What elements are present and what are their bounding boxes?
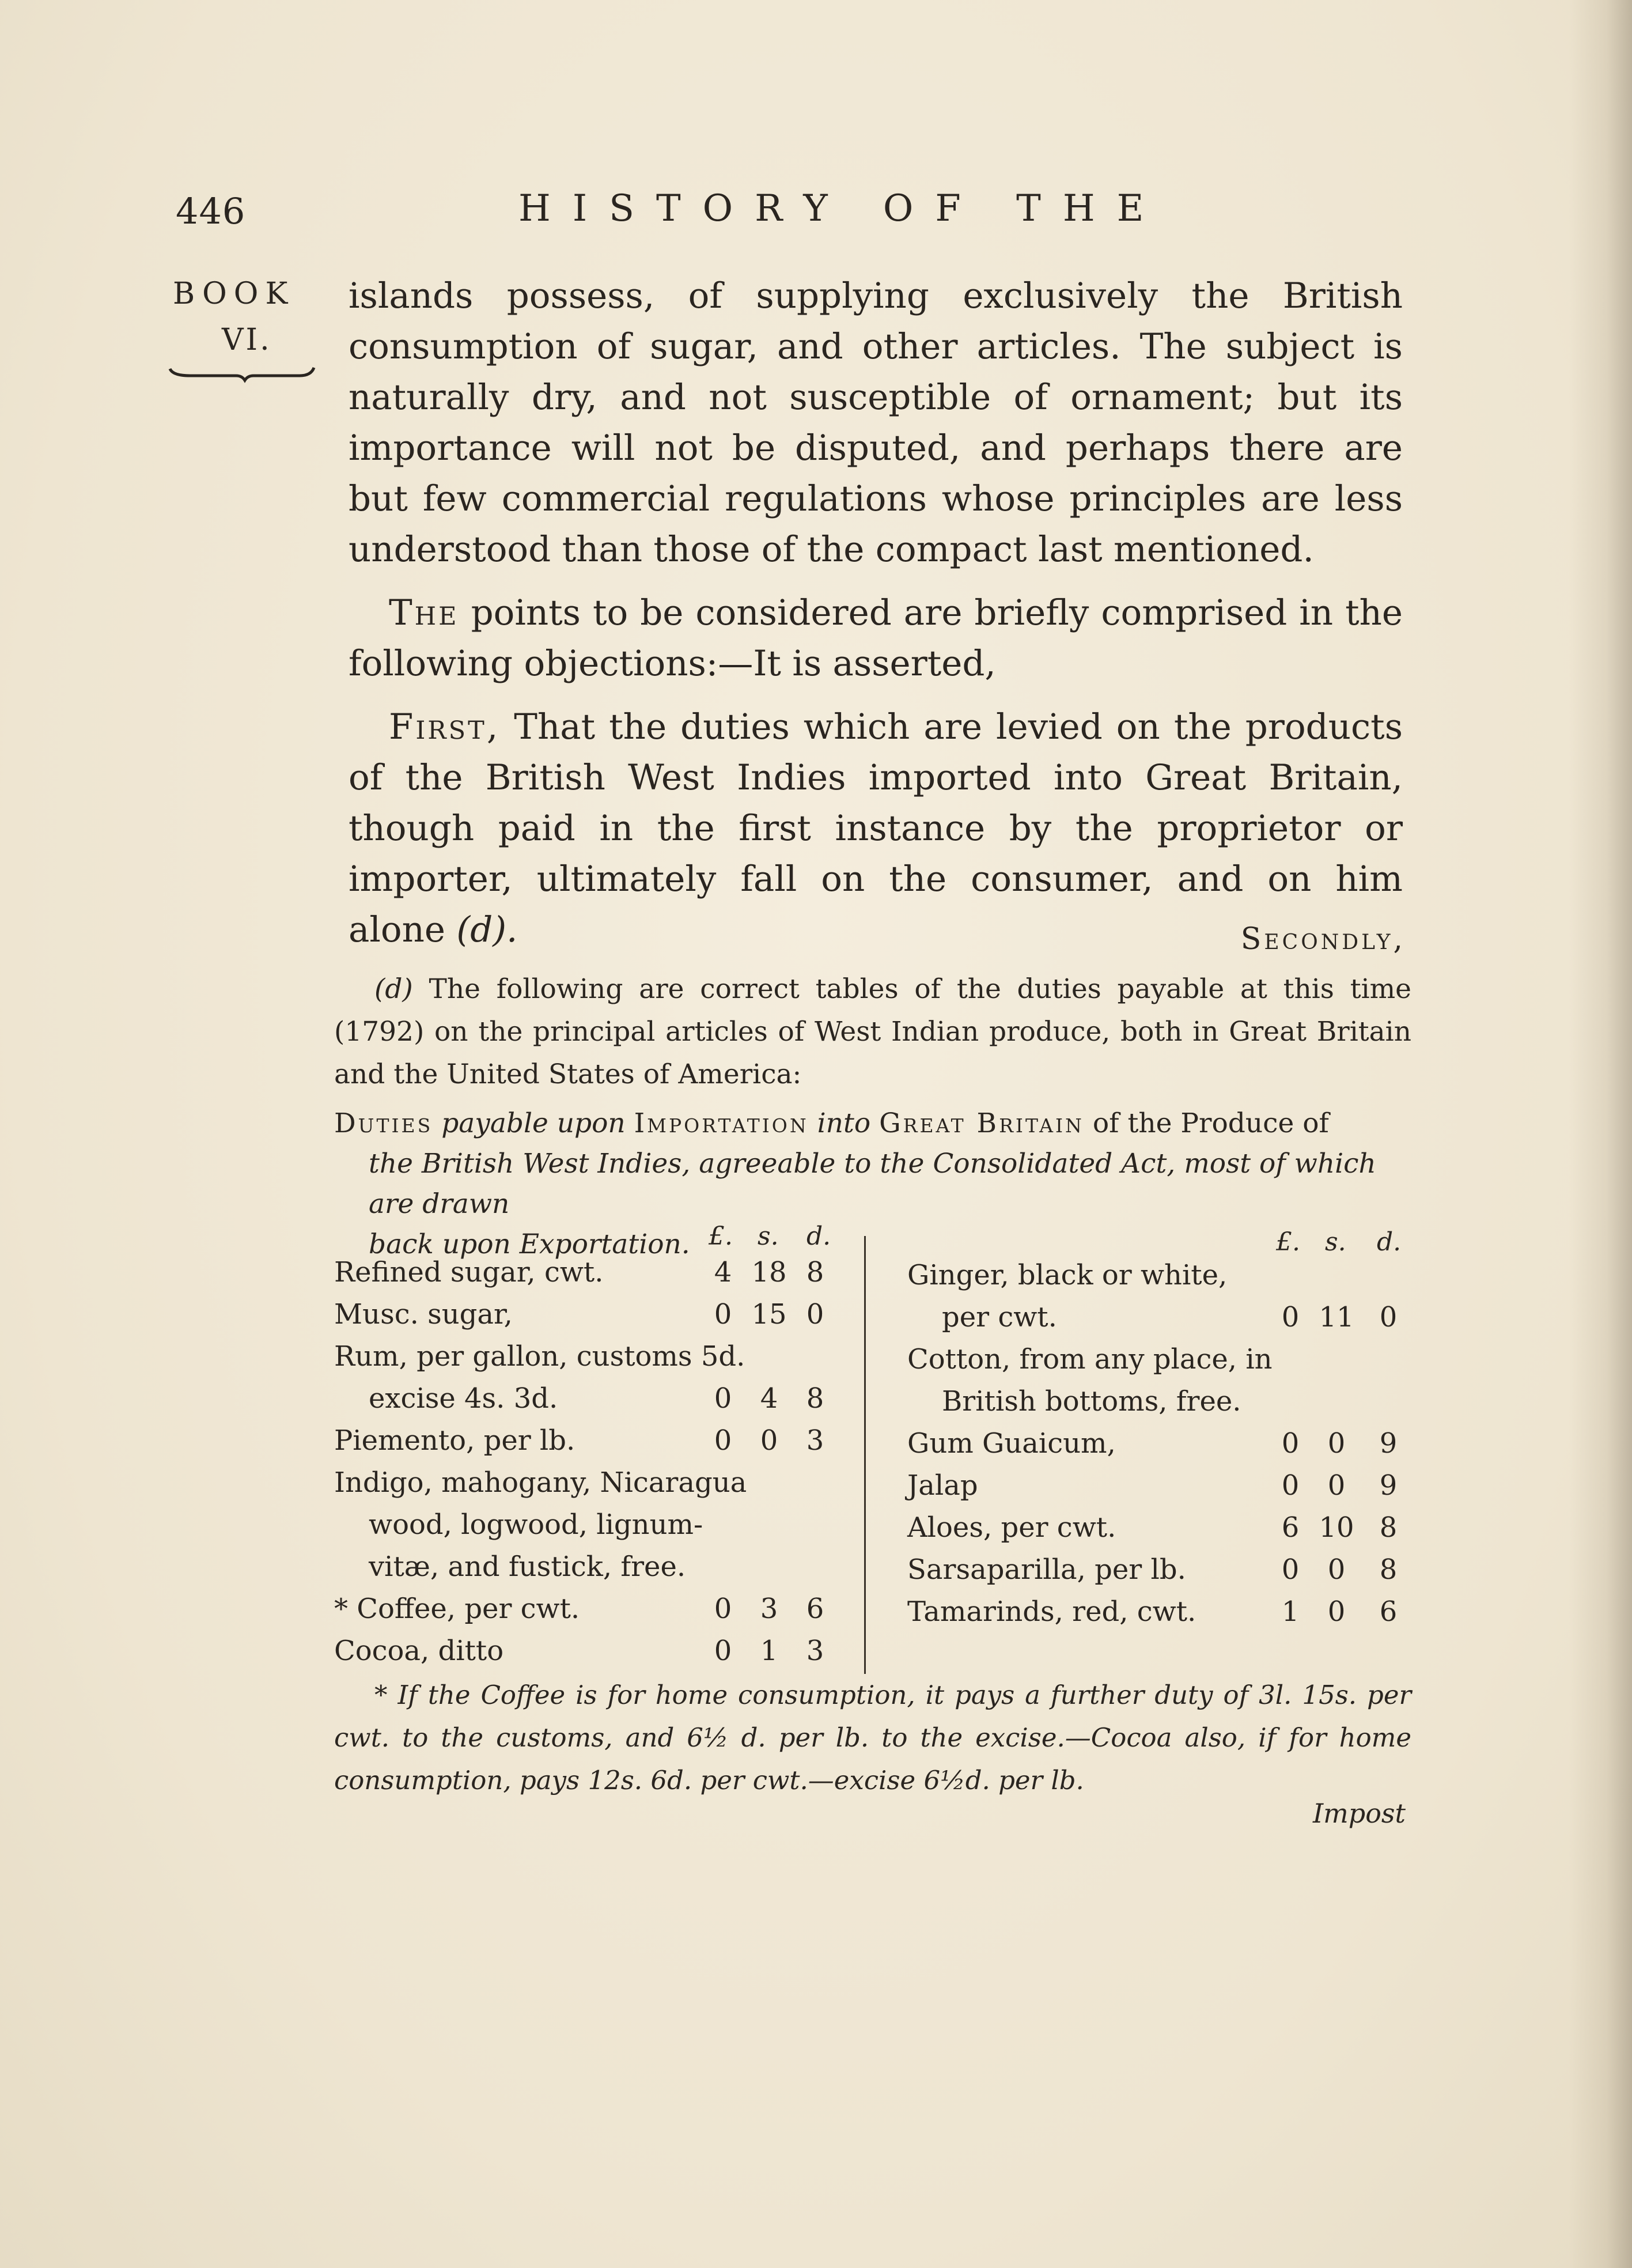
margin-book-label: BOOK	[173, 277, 295, 311]
footnote-mark: (d)	[374, 973, 413, 1005]
main-body-text	[349, 271, 1403, 955]
pounds-value: 0	[1281, 1301, 1300, 1333]
margin-brace-icon	[167, 363, 317, 386]
heading-duties: Duties	[334, 1107, 433, 1139]
table-row	[334, 1635, 841, 1675]
table-row	[334, 1593, 841, 1633]
table-row	[907, 1553, 1417, 1594]
article-label: Sarsaparilla, per lb.	[907, 1553, 1186, 1586]
coffee-footnote-text: * If the Coffee is for home consumption, it pays a further duty of 3l. 15s. per cwt. to the customs, and 6½ d. per lb. to the excise.—Cocoa also, if for home consumption, pays 12s. 6d. per cwt.—excise 6½d. per lb.	[334, 1680, 1411, 1795]
pence-value: 6	[806, 1593, 824, 1625]
shillings-value: 10	[1319, 1511, 1354, 1544]
heading-text: payable upon	[433, 1107, 634, 1139]
shillings-value: 0	[1327, 1553, 1346, 1586]
footnote-d-text	[334, 968, 1411, 1096]
shillings-value: 0	[1327, 1596, 1346, 1628]
table-row	[907, 1343, 1417, 1384]
article-label: Aloes, per cwt.	[907, 1511, 1116, 1544]
page-binding-shadow	[1569, 0, 1632, 2268]
article-label: per cwt.	[942, 1301, 1057, 1333]
footnote-reference: (d).	[456, 909, 518, 950]
shillings-value: 0	[1327, 1469, 1346, 1502]
pounds-value: 0	[1281, 1427, 1300, 1460]
paragraph-lead-word: The	[389, 592, 459, 633]
shillings-value: 0	[760, 1424, 778, 1457]
pence-value: 3	[806, 1635, 824, 1667]
table-row	[334, 1256, 841, 1296]
pounds-value: 0	[714, 1298, 732, 1330]
paragraph-points	[349, 588, 1403, 689]
pounds-value: 6	[1281, 1511, 1300, 1544]
article-label: Jalap	[907, 1469, 978, 1502]
article-label: Cotton, from any place, in	[907, 1343, 1273, 1375]
article-label: excise 4s. 3d.	[369, 1382, 558, 1415]
heading-great-britain: Great Britain	[879, 1107, 1084, 1139]
paragraph-first	[349, 702, 1403, 955]
table-row	[334, 1551, 841, 1591]
pounds-value: 0	[714, 1593, 732, 1625]
article-label: Piemento, per lb.	[334, 1424, 575, 1457]
pence-value: 0	[806, 1298, 824, 1330]
heading-text: of the Produce of	[1084, 1107, 1329, 1139]
pence-value: 9	[1379, 1427, 1398, 1460]
col-header-shillings: s.	[758, 1222, 779, 1251]
page-catchword: Impost	[1312, 1798, 1406, 1829]
article-label: vitæ, and fustick, free.	[369, 1551, 686, 1583]
pence-value: 8	[806, 1256, 824, 1288]
shillings-value: 0	[1327, 1427, 1346, 1460]
table-row	[334, 1382, 841, 1423]
pounds-value: 0	[714, 1635, 732, 1667]
pounds-value: 4	[714, 1256, 732, 1288]
pence-value: 6	[1379, 1596, 1398, 1628]
table-row	[334, 1298, 841, 1339]
pence-value: 8	[806, 1382, 824, 1415]
pounds-value: 0	[1281, 1469, 1300, 1502]
article-label: Gum Guaicum,	[907, 1427, 1116, 1460]
shillings-value: 4	[760, 1382, 778, 1415]
article-label: Rum, per gallon, customs 5d.	[334, 1340, 745, 1373]
duties-heading-line3: back upon Exportation.	[369, 1228, 690, 1260]
article-label: wood, logwood, lignum-	[369, 1509, 703, 1541]
coffee-footnote	[334, 1674, 1411, 1802]
shillings-value: 1	[760, 1635, 778, 1667]
table-row	[907, 1385, 1417, 1426]
pounds-value: 0	[1281, 1553, 1300, 1586]
pence-value: 9	[1379, 1469, 1398, 1502]
duties-heading-line1	[334, 1103, 1411, 1144]
table-row	[907, 1301, 1417, 1341]
col-header-pounds: £.	[1276, 1227, 1300, 1257]
paragraph-text: points to be considered are briefly comprised in the following objections:—It is asserted,	[349, 592, 1403, 684]
table-row	[334, 1466, 841, 1507]
running-title: HISTORY OF THE	[518, 187, 1166, 230]
duties-table	[334, 1224, 1417, 1674]
shillings-value: 15	[751, 1298, 787, 1330]
page-number: 446	[176, 190, 246, 232]
pence-value: 8	[1379, 1511, 1398, 1544]
article-label: Tamarinds, red, cwt.	[907, 1596, 1196, 1628]
table-divider	[864, 1236, 866, 1674]
col-header-shillings: s.	[1325, 1227, 1346, 1257]
pence-value: 3	[806, 1424, 824, 1457]
article-label: Ginger, black or white,	[907, 1259, 1228, 1291]
article-label: British bottoms, free.	[942, 1385, 1241, 1418]
pounds-value: 0	[714, 1424, 732, 1457]
article-label: Refined sugar, cwt.	[334, 1256, 604, 1288]
table-row	[334, 1509, 841, 1549]
article-label: Cocoa, ditto	[334, 1635, 504, 1667]
margin-volume-label: VI.	[222, 323, 272, 357]
table-row	[334, 1424, 841, 1465]
secondly-catchword: Secondly,	[1240, 922, 1406, 957]
footnote-body: The following are correct tables of the duties payable at this time (1792) on the principal articles of West Indian produce, both in Great Britain and the United States of America:	[334, 973, 1411, 1090]
table-row	[334, 1340, 841, 1381]
col-header-pounds: £.	[709, 1222, 733, 1251]
pence-value: 0	[1379, 1301, 1398, 1333]
heading-importation: Importation	[634, 1107, 809, 1139]
shillings-value: 3	[760, 1593, 778, 1625]
table-row	[907, 1596, 1417, 1636]
paragraph-text: That the duties which are levied on the products of the British West Indies imported into Great Britain, though paid in the first instance by the proprietor or importer, ultimately fall on the consumer, and on him alone	[349, 706, 1403, 950]
shillings-value: 18	[751, 1256, 787, 1288]
paragraph-continuation: islands possess, of supplying exclusively the British consumption of sugar, and other articles. The subject is naturally dry, and not susceptible of ornament; but its importance will not be disputed, and perhaps there are but few commercial regulations whose principles are less understood than those of the compact last mentioned.	[349, 275, 1403, 570]
pounds-value: 1	[1281, 1596, 1300, 1628]
paragraph-lead-word: First,	[389, 706, 501, 747]
col-header-pence: d.	[1377, 1227, 1402, 1257]
pounds-value: 0	[714, 1382, 732, 1415]
article-label: Indigo, mahogany, Nicaragua	[334, 1466, 747, 1499]
table-row	[907, 1427, 1417, 1468]
table-row	[907, 1259, 1417, 1299]
duties-heading-line2: the British West Indies, agreeable to the Consolidated Act, most of which are drawn	[369, 1148, 1376, 1220]
heading-text: into	[808, 1107, 880, 1139]
table-row	[907, 1511, 1417, 1552]
col-header-pence: d.	[806, 1222, 831, 1251]
article-label: * Coffee, per cwt.	[334, 1593, 580, 1625]
footnote-d	[334, 968, 1411, 1096]
pence-value: 8	[1379, 1553, 1398, 1586]
table-row	[907, 1469, 1417, 1510]
shillings-value: 11	[1319, 1301, 1354, 1333]
article-label: Musc. sugar,	[334, 1298, 513, 1330]
